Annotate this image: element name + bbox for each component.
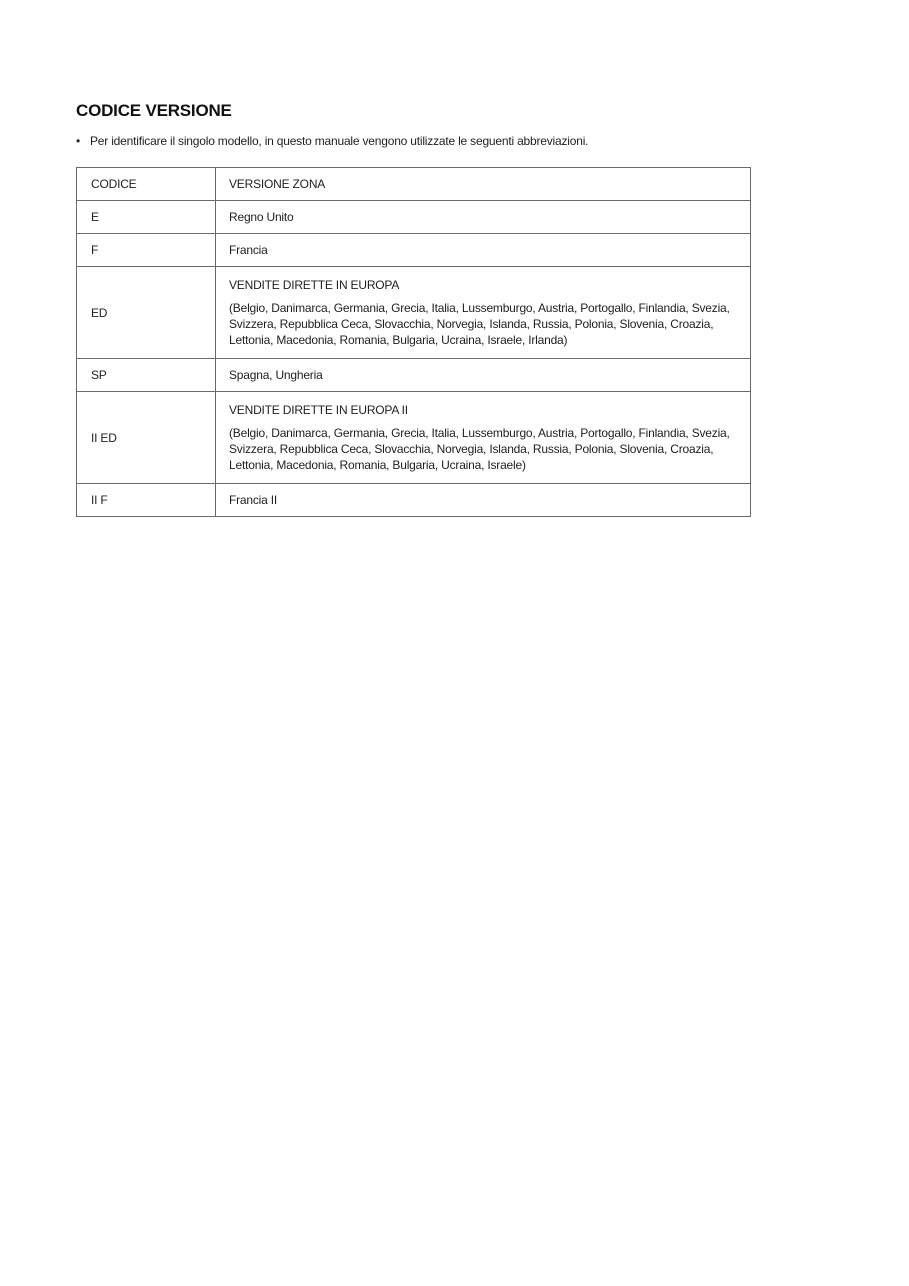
row-code: ED [77, 267, 216, 359]
table-row [77, 392, 751, 484]
table-row [77, 359, 751, 392]
version-code-table [76, 167, 751, 517]
row-zone-cell [216, 392, 751, 484]
header-zone: VERSIONE ZONA [216, 168, 751, 201]
row-zone: Regno Unito [216, 201, 751, 234]
row-zone: Francia [216, 234, 751, 267]
row-code: II F [77, 484, 216, 517]
bullet-icon: • [76, 134, 81, 148]
table-header-row [77, 168, 751, 201]
row-code: F [77, 234, 216, 267]
row-zone: VENDITE DIRETTE IN EUROPA [229, 277, 400, 292]
header-code: CODICE [77, 168, 216, 201]
intro-bullet [76, 134, 588, 148]
row-zone-cell [216, 267, 751, 359]
row-zone: Spagna, Ungheria [216, 359, 751, 392]
table-row [77, 201, 751, 234]
row-code: II ED [77, 392, 216, 484]
table-row [77, 484, 751, 517]
row-code: SP [77, 359, 216, 392]
intro-text: Per identificare il singolo modello, in questo manuale vengono utilizzate le seguenti abbreviazioni. [90, 134, 589, 148]
row-zone-detail: (Belgio, Danimarca, Germania, Grecia, Italia, Lussemburgo, Austria, Portogallo, Finlandia, Svezia, Svizzera, Repubblica Ceca, Slovacchia, Norvegia, Islanda, Russia, Polonia, Slovenia, Croazia, Lettonia, Macedonia, Romania, Bulgaria, Ucraina, Israele) [229, 425, 730, 472]
table-row [77, 234, 751, 267]
page-title: CODICE VERSIONE [76, 101, 232, 120]
row-zone: Francia II [216, 484, 751, 517]
row-zone-detail: (Belgio, Danimarca, Germania, Grecia, Italia, Lussemburgo, Austria, Portogallo, Finlandia, Svezia, Svizzera, Repubblica Ceca, Slovacchia, Norvegia, Islanda, Russia, Polonia, Slovenia, Croazia, Lettonia, Macedonia, Romania, Bulgaria, Ucraina, Israele, Irlanda) [229, 300, 730, 347]
row-zone: VENDITE DIRETTE IN EUROPA II [229, 402, 408, 417]
table-row [77, 267, 751, 359]
row-code: E [77, 201, 216, 234]
